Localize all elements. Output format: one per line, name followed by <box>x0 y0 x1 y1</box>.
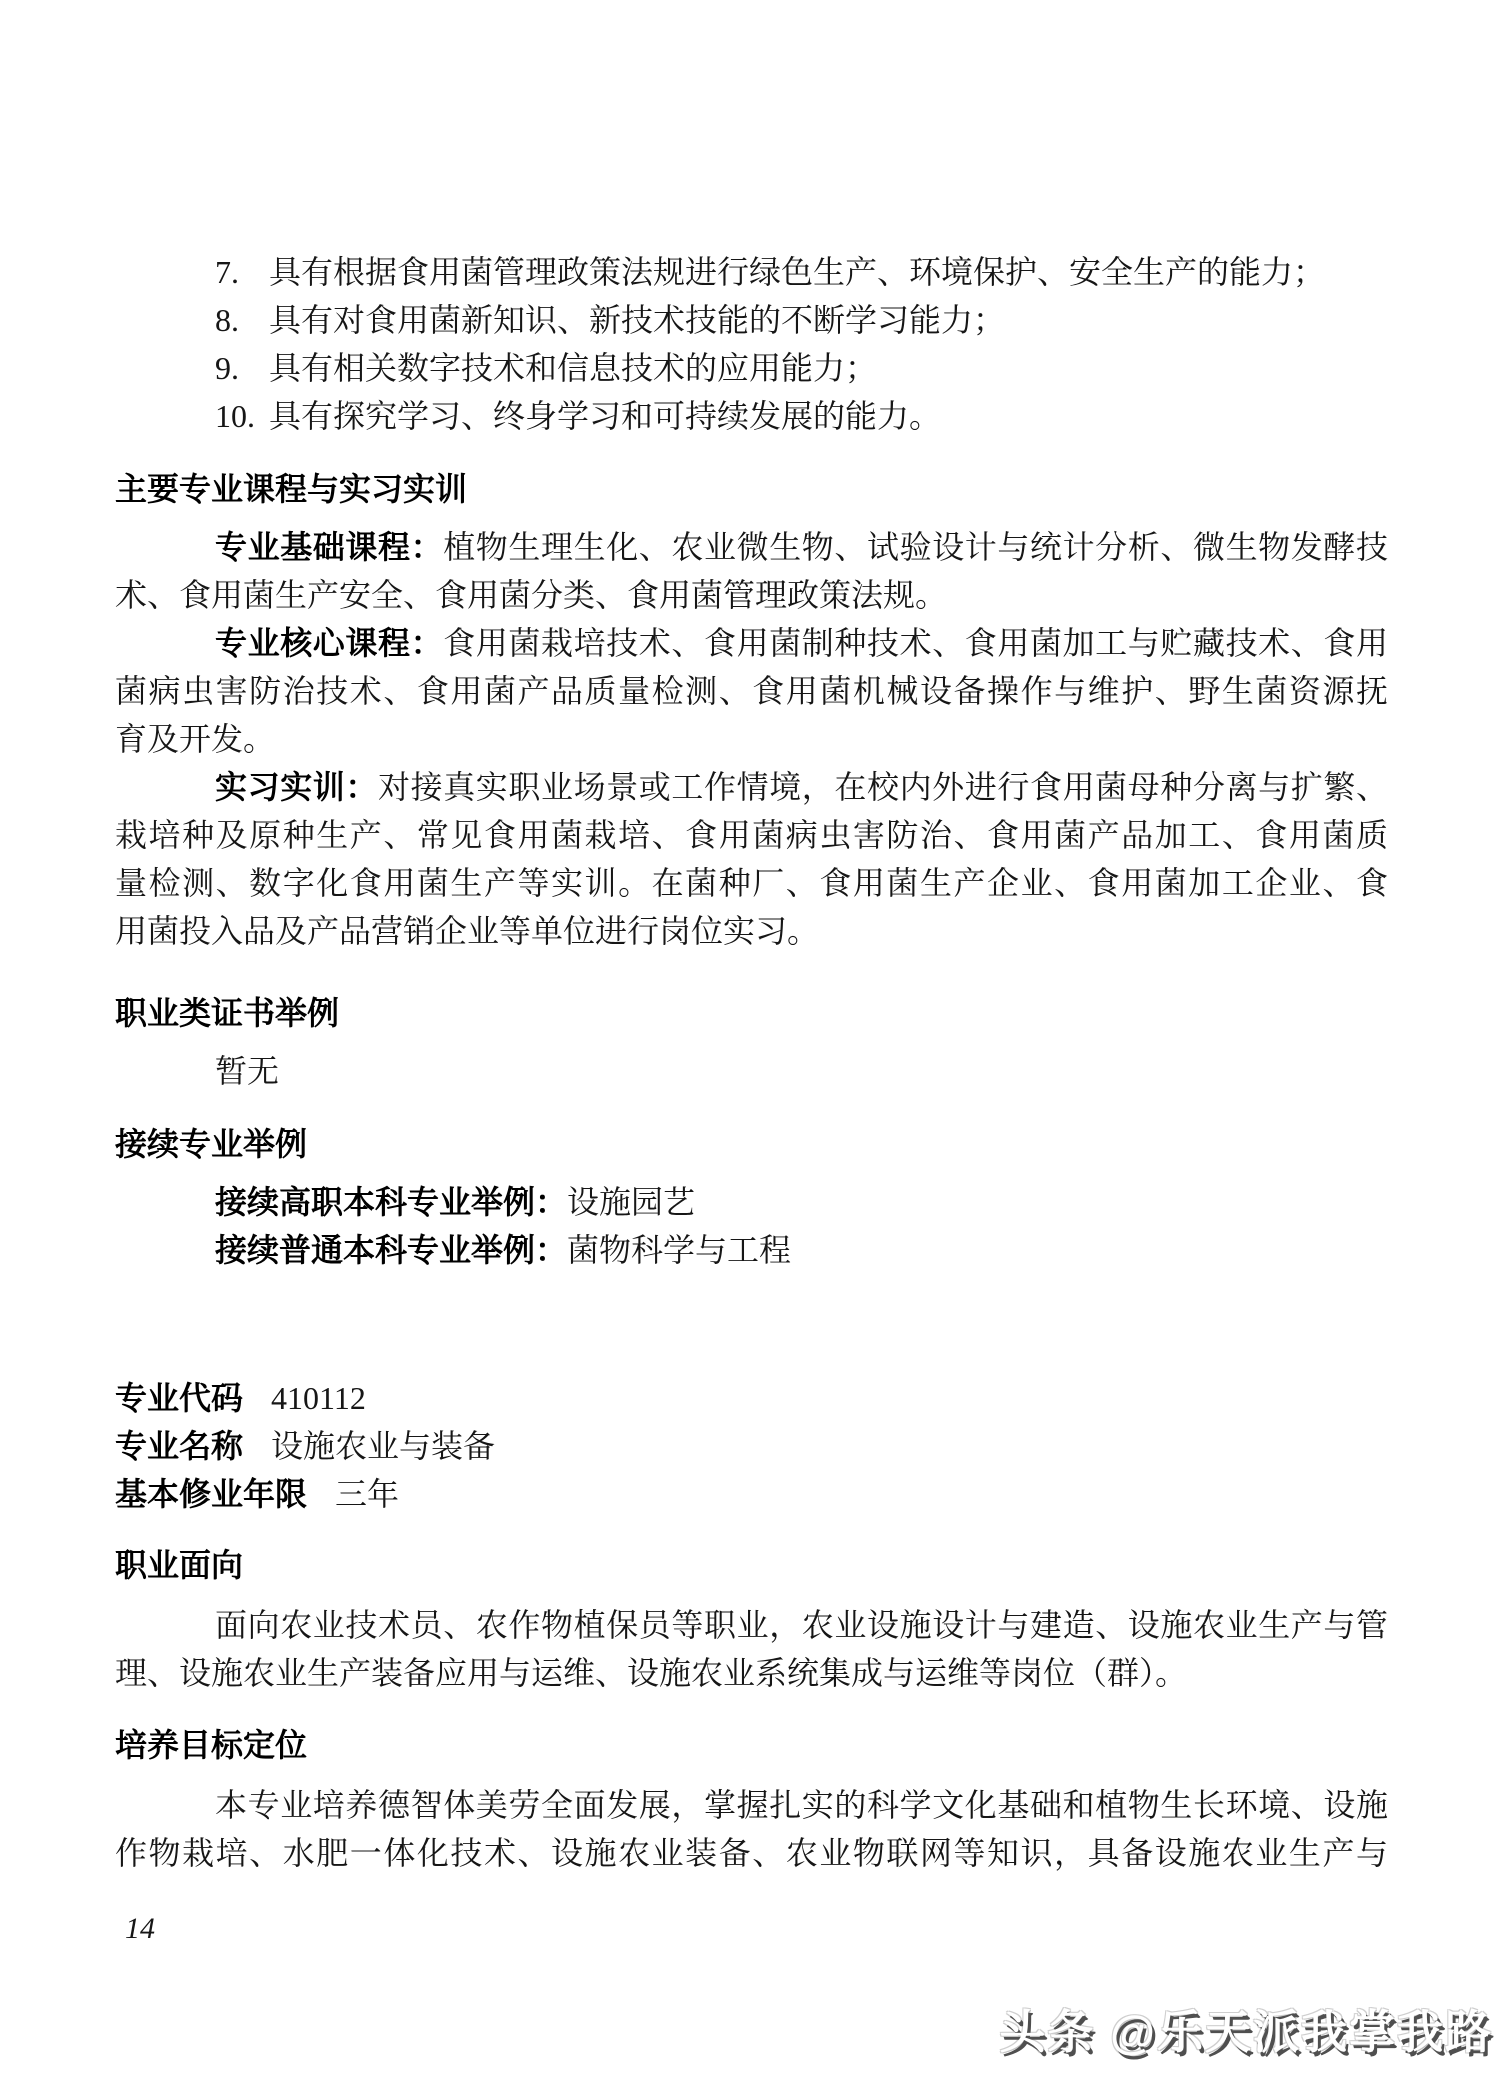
core-courses-lead: 专业核心课程： <box>215 625 444 661</box>
watermark: 头条 @乐天派我掌我路 <box>999 2006 1493 2058</box>
paragraph-line: 术、食用菌生产安全、食用菌分类、食用菌管理政策法规。 <box>115 577 948 613</box>
list-text: 具有对食用菌新知识、新技术技能的不断学习能力； <box>269 302 1006 338</box>
major-name-row <box>115 1422 1388 1470</box>
list-item-7 <box>115 248 1388 296</box>
study-years-value: 三年 <box>335 1476 400 1512</box>
certificate-content: 暂无 <box>215 1053 280 1089</box>
list-number: 8. <box>215 302 239 338</box>
paragraph-line <box>115 763 1388 811</box>
page-number: 14 <box>125 1912 155 1945</box>
paragraph-line <box>115 619 1388 667</box>
study-years-row <box>115 1470 1388 1518</box>
basic-courses-lead: 专业基础课程： <box>215 529 444 565</box>
paragraph-line: 育及开发。 <box>115 721 276 757</box>
paragraph-line <box>115 523 1388 571</box>
list-item-9 <box>115 344 1388 392</box>
continuing-item-vocational <box>115 1178 1388 1226</box>
continuing-item-lead: 接续高职本科专业举例： <box>215 1184 568 1220</box>
study-years-label: 基本修业年限 <box>115 1476 308 1512</box>
paragraph-line: 量检测、数字化食用菌生产等实训。在菌种厂、食用菌生产企业、食用菌加工企业、食 <box>115 865 1388 901</box>
occupation-section-heading: 职业面向 <box>115 1547 244 1583</box>
ability-list <box>115 248 1388 440</box>
continuing-item-value: 菌物科学与工程 <box>567 1232 792 1268</box>
certificate-section-heading: 职业类证书举例 <box>115 995 340 1031</box>
major-code-label: 专业代码 <box>115 1380 244 1416</box>
document-content <box>115 0 1388 1953</box>
major-name-label: 专业名称 <box>115 1428 244 1464</box>
list-number: 7. <box>215 254 239 290</box>
courses-section-heading: 主要专业课程与实习实训 <box>115 471 468 507</box>
continuing-item-regular <box>115 1226 1388 1274</box>
core-courses-paragraph <box>115 619 1388 763</box>
list-item-10 <box>115 392 1388 440</box>
continuing-item-lead: 接续普通本科专业举例： <box>215 1232 568 1268</box>
continuing-item-value: 设施园艺 <box>567 1184 696 1220</box>
major-code-row <box>115 1374 1388 1422</box>
paragraph-line: 理、设施农业生产装备应用与运维、设施农业系统集成与运维等岗位（群）。 <box>115 1655 1188 1691</box>
paragraph-line: 用菌投入品及产品营销企业等单位进行岗位实习。 <box>115 913 820 949</box>
target-paragraph <box>115 1781 1388 1877</box>
paragraph-line: 作物栽培、水肥一体化技术、设施农业装备、农业物联网等知识，具备设施农业生产与 <box>115 1835 1388 1871</box>
major-code-value: 410112 <box>271 1380 366 1416</box>
paragraph-line: 本专业培养德智体美劳全面发展，掌握扎实的科学文化基础和植物生长环境、设施 <box>215 1787 1388 1823</box>
occupation-paragraph <box>115 1601 1388 1697</box>
paragraph-text: 对接真实职业场景或工作情境，在校内外进行食用菌母种分离与扩繁、 <box>378 769 1388 805</box>
practice-training-lead: 实习实训： <box>215 769 378 805</box>
list-item-8 <box>115 296 1388 344</box>
major-info <box>115 1374 1388 1518</box>
list-number: 10. <box>215 398 255 434</box>
paragraph-line: 面向农业技术员、农作物植保员等职业，农业设施设计与建造、设施农业生产与管 <box>215 1607 1388 1643</box>
list-number: 9. <box>215 350 239 386</box>
paragraph-text: 食用菌栽培技术、食用菌制种技术、食用菌加工与贮藏技术、食用 <box>443 625 1388 661</box>
continuing-items <box>115 1178 1388 1274</box>
practice-training-paragraph <box>115 763 1388 955</box>
continuing-section-heading: 接续专业举例 <box>115 1126 308 1162</box>
list-text: 具有根据食用菌管理政策法规进行绿色生产、环境保护、安全生产的能力； <box>269 254 1326 290</box>
target-section-heading: 培养目标定位 <box>115 1727 308 1763</box>
list-text: 具有相关数字技术和信息技术的应用能力； <box>269 350 878 386</box>
paragraph-line: 菌病虫害防治技术、食用菌产品质量检测、食用菌机械设备操作与维护、野生菌资源抚 <box>115 673 1388 709</box>
major-name-value: 设施农业与装备 <box>271 1428 496 1464</box>
list-text: 具有探究学习、终身学习和可持续发展的能力。 <box>269 398 942 434</box>
paragraph-text: 植物生理生化、农业微生物、试验设计与统计分析、微生物发酵技 <box>443 529 1388 565</box>
basic-courses-paragraph <box>115 523 1388 619</box>
paragraph-line: 栽培种及原种生产、常见食用菌栽培、食用菌病虫害防治、食用菌产品加工、食用菌质 <box>115 817 1388 853</box>
